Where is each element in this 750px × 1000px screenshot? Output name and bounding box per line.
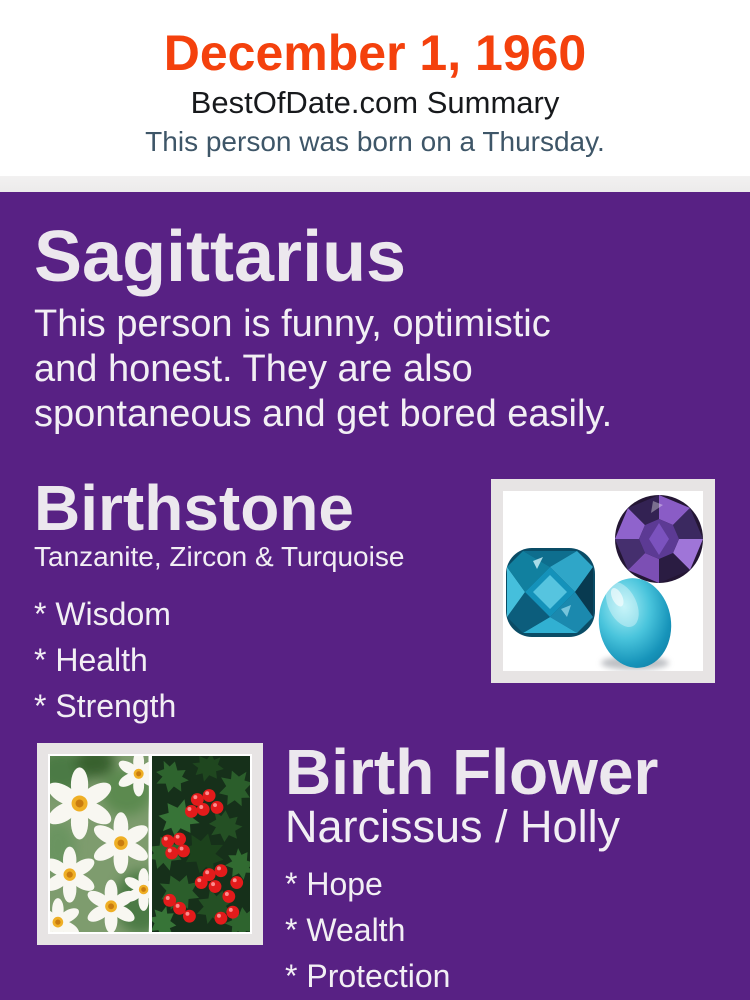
gemstones-image [503,491,703,671]
birthstone-trait: * Wisdom [34,596,171,632]
birthstone-trait: * Strength [34,688,177,724]
holly-image [152,756,251,932]
birthstone-photo-inner [503,491,703,671]
birth-flower-title: Birth Flower [285,736,659,808]
zodiac-section [34,192,750,437]
birth-flower-trait: * Wealth [285,912,406,948]
zodiac-description-line: and honest. They are also [34,348,473,390]
birth-flower-trait: * Hope [285,866,383,902]
birth-flower-section [34,736,750,999]
narcissus-photo [50,756,149,932]
zodiac-title: Sagittarius [34,217,407,297]
holly-photo [152,756,251,932]
narcissus-image [50,756,149,932]
zodiac-description [34,302,750,437]
birth-flower-photo-inner [48,754,252,934]
zircon-gem [506,548,595,637]
birthstone-photo [491,479,715,683]
birthstone-names: Tanzanite, Zircon & Turquoise [34,541,405,572]
birth-flower-photo [37,743,263,945]
birth-flower-text-column [285,736,659,999]
birthstone-title: Birthstone [34,472,354,544]
weekday-note: This person was born on a Thursday. [145,126,605,157]
summary-body [0,192,750,1000]
site-summary-title: BestOfDate.com Summary [190,85,560,120]
zodiac-description-line: spontaneous and get bored easily. [34,393,613,435]
birth-flower-trait-list [285,861,658,999]
birthstone-section [34,472,750,729]
header [0,0,750,176]
turquoise-gem [593,571,677,671]
birth-flower-names: Narcissus / Holly [285,801,621,852]
header-divider [0,176,750,192]
zodiac-description-line: This person is funny, optimistic [34,303,551,345]
birth-flower-trait: * Protection [285,958,451,994]
birthstone-trait: * Health [34,642,148,678]
tanzanite-gem [615,495,703,583]
page-title: December 1, 1960 [163,25,587,81]
